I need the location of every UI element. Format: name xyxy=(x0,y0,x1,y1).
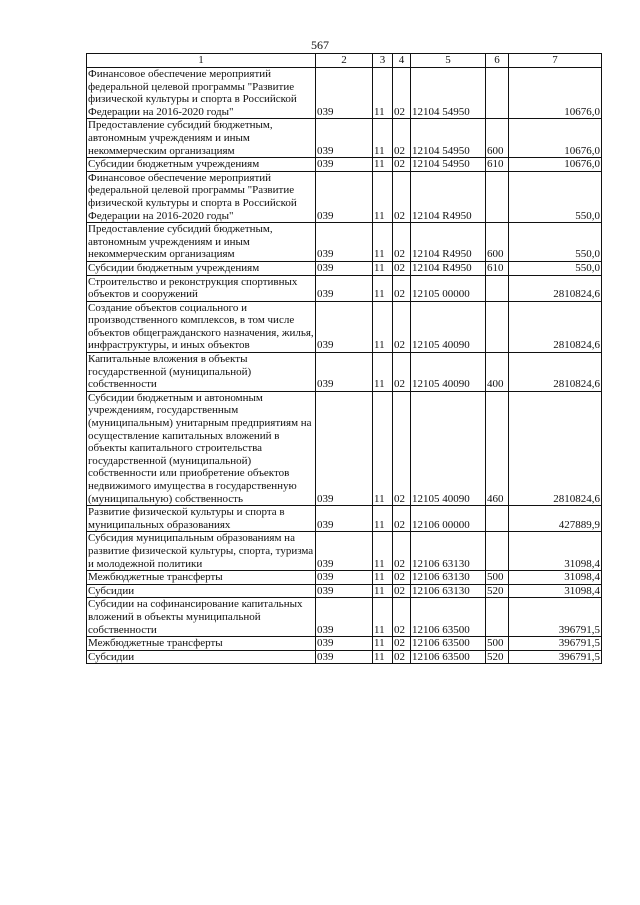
row-name-cell: Капитальные вложения в объекты государственной (муниципальной) собственности xyxy=(87,353,316,392)
table-row xyxy=(87,637,602,651)
column-header: 6 xyxy=(486,54,509,68)
row-subsection-cell: 02 xyxy=(393,68,411,119)
row-subsection-cell: 02 xyxy=(393,571,411,585)
row-expense-type-cell: 610 xyxy=(486,261,509,275)
row-name-cell: Субсидии xyxy=(87,584,316,598)
row-name-cell: Межбюджетные трансферты xyxy=(87,571,316,585)
row-amount-cell: 396791,5 xyxy=(509,650,602,664)
row-expense-type-cell: 520 xyxy=(486,650,509,664)
row-amount-cell: 396791,5 xyxy=(509,637,602,651)
row-expense-type-cell xyxy=(486,275,509,301)
row-subsection-cell: 02 xyxy=(393,275,411,301)
table-row xyxy=(87,301,602,352)
row-grbs-cell: 039 xyxy=(316,571,373,585)
row-target-article-cell: 12106 63500 xyxy=(411,598,486,637)
row-subsection-cell: 02 xyxy=(393,584,411,598)
row-amount-cell: 10676,0 xyxy=(509,68,602,119)
row-name-cell: Финансовое обеспечение мероприятий федеральной целевой программы "Развитие физической культуры и спорта в Российской Федерации на 2016-2020 годы" xyxy=(87,171,316,222)
row-section-cell: 11 xyxy=(373,275,393,301)
row-section-cell: 11 xyxy=(373,598,393,637)
row-amount-cell: 31098,4 xyxy=(509,571,602,585)
row-subsection-cell: 02 xyxy=(393,506,411,532)
row-subsection-cell: 02 xyxy=(393,650,411,664)
row-subsection-cell: 02 xyxy=(393,171,411,222)
row-name-cell: Финансовое обеспечение мероприятий федеральной целевой программы "Развитие физической культуры и спорта в Российской Федерации на 2016-2020 годы" xyxy=(87,68,316,119)
row-subsection-cell: 02 xyxy=(393,391,411,505)
row-grbs-cell: 039 xyxy=(316,353,373,392)
row-expense-type-cell: 400 xyxy=(486,353,509,392)
column-header: 4 xyxy=(393,54,411,68)
row-name-cell: Создание объектов социального и производственного комплексов, в том числе объектов общегражданского назначения, жилья, инфраструктуры, и иных объектов xyxy=(88,301,314,352)
row-amount-cell: 550,0 xyxy=(509,171,602,222)
row-name-cell: Предоставление субсидий бюджетным, автономным учреждениям и иным некоммерческим организациям xyxy=(87,119,316,158)
row-subsection-cell: 02 xyxy=(393,637,411,651)
table-row xyxy=(87,571,602,585)
row-expense-type-cell xyxy=(486,598,509,637)
row-amount-cell: 2810824,6 xyxy=(509,301,602,352)
row-section-cell: 11 xyxy=(373,584,393,598)
row-target-article-cell: 12106 63500 xyxy=(411,637,486,651)
row-target-article-cell: 12104 R4950 xyxy=(411,223,486,262)
column-header: 3 xyxy=(373,54,393,68)
row-name-cell: Строительство и реконструкция спортивных объектов и сооружений xyxy=(87,275,316,301)
row-grbs-cell: 039 xyxy=(316,158,373,172)
row-target-article-cell: 12105 40090 xyxy=(411,391,486,505)
row-subsection-cell: 02 xyxy=(393,261,411,275)
table-row xyxy=(87,223,602,262)
table-row xyxy=(87,353,602,392)
row-grbs-cell: 039 xyxy=(316,650,373,664)
row-target-article-cell: 12106 63500 xyxy=(411,650,486,664)
row-amount-cell: 2810824,6 xyxy=(509,391,602,505)
row-section-cell: 11 xyxy=(373,68,393,119)
row-subsection-cell: 02 xyxy=(393,223,411,262)
row-section-cell: 11 xyxy=(373,532,393,571)
row-name-cell: Развитие физической культуры и спорта в муниципальных образованиях xyxy=(87,506,316,532)
row-grbs-cell: 039 xyxy=(316,223,373,262)
row-amount-cell: 10676,0 xyxy=(509,158,602,172)
table-row xyxy=(87,598,602,637)
table-row xyxy=(87,275,602,301)
row-grbs-cell: 039 xyxy=(316,119,373,158)
table-row xyxy=(87,391,602,505)
budget-table xyxy=(86,53,602,664)
row-target-article-cell: 12105 40090 xyxy=(411,301,486,352)
row-amount-cell: 427889,9 xyxy=(509,506,602,532)
row-section-cell: 11 xyxy=(373,353,393,392)
row-target-article-cell: 12104 54950 xyxy=(411,158,486,172)
table-row xyxy=(87,584,602,598)
row-target-article-cell: 12105 40090 xyxy=(411,353,486,392)
row-expense-type-cell: 500 xyxy=(486,571,509,585)
row-section-cell: 11 xyxy=(373,571,393,585)
row-grbs-cell: 039 xyxy=(316,261,373,275)
row-name-cell: Субсидии бюджетным и автономным учреждениям, государственным (муниципальным) унитарным предприятиям на осуществление капитальных вложений в объекты капитального строительства государственной (муниципальной) собственности или приобретение объектов недвижимого имущества в государственную (муниципальную) собственность xyxy=(87,391,316,505)
row-name-cell: Субсидии бюджетным учреждениям xyxy=(87,158,316,172)
row-name-cell: Субсидия муниципальным образованиям на развитие физической культуры, спорта, туризма и молодежной политики xyxy=(87,532,316,571)
row-section-cell: 11 xyxy=(373,171,393,222)
row-expense-type-cell xyxy=(486,301,509,352)
row-target-article-cell: 12106 63130 xyxy=(411,584,486,598)
row-grbs-cell: 039 xyxy=(316,506,373,532)
row-grbs-cell: 039 xyxy=(316,391,373,505)
column-header: 1 xyxy=(87,54,316,68)
column-header: 2 xyxy=(316,54,373,68)
row-target-article-cell: 12104 R4950 xyxy=(411,171,486,222)
table-row xyxy=(87,119,602,158)
row-expense-type-cell: 610 xyxy=(486,158,509,172)
row-target-article-cell: 12105 00000 xyxy=(411,275,486,301)
row-expense-type-cell: 500 xyxy=(486,637,509,651)
table-body xyxy=(87,68,602,664)
row-section-cell: 11 xyxy=(373,391,393,505)
table-header-row xyxy=(87,54,602,68)
row-amount-cell: 10676,0 xyxy=(509,119,602,158)
row-amount-cell: 550,0 xyxy=(509,261,602,275)
row-expense-type-cell xyxy=(486,68,509,119)
row-section-cell: 11 xyxy=(373,223,393,262)
row-grbs-cell: 039 xyxy=(316,598,373,637)
row-name-cell: Предоставление субсидий бюджетным, автономным учреждениям и иным некоммерческим организациям xyxy=(87,223,316,262)
row-amount-cell: 2810824,6 xyxy=(509,353,602,392)
row-section-cell: 11 xyxy=(373,506,393,532)
row-name-cell: Субсидии xyxy=(87,650,316,664)
table-row xyxy=(87,650,602,664)
row-amount-cell: 31098,4 xyxy=(509,584,602,598)
row-section-cell: 11 xyxy=(373,650,393,664)
row-expense-type-cell xyxy=(486,506,509,532)
row-name-cell: Межбюджетные трансферты xyxy=(87,637,316,651)
row-expense-type-cell: 520 xyxy=(486,584,509,598)
table-row xyxy=(87,68,602,119)
row-target-article-cell: 12106 63130 xyxy=(411,532,486,571)
page-number: 567 xyxy=(311,38,329,52)
table-row xyxy=(87,532,602,571)
row-subsection-cell: 02 xyxy=(393,353,411,392)
row-section-cell: 11 xyxy=(373,261,393,275)
row-grbs-cell: 039 xyxy=(316,301,373,352)
row-name-cell: Субсидии бюджетным учреждениям xyxy=(87,261,316,275)
row-expense-type-cell xyxy=(486,171,509,222)
row-amount-cell: 550,0 xyxy=(509,223,602,262)
column-header: 5 xyxy=(411,54,486,68)
table-row xyxy=(87,158,602,172)
row-grbs-cell: 039 xyxy=(316,584,373,598)
row-subsection-cell: 02 xyxy=(393,158,411,172)
row-expense-type-cell: 460 xyxy=(486,391,509,505)
row-section-cell: 11 xyxy=(373,119,393,158)
row-subsection-cell: 02 xyxy=(393,532,411,571)
row-amount-cell: 31098,4 xyxy=(509,532,602,571)
row-expense-type-cell xyxy=(486,532,509,571)
row-subsection-cell: 02 xyxy=(393,301,411,352)
row-section-cell: 11 xyxy=(373,637,393,651)
row-grbs-cell: 039 xyxy=(316,68,373,119)
row-target-article-cell: 12106 63130 xyxy=(411,571,486,585)
row-target-article-cell: 12104 54950 xyxy=(411,119,486,158)
row-expense-type-cell: 600 xyxy=(486,119,509,158)
row-section-cell: 11 xyxy=(373,158,393,172)
row-target-article-cell: 12104 R4950 xyxy=(411,261,486,275)
table-row xyxy=(87,506,602,532)
row-expense-type-cell: 600 xyxy=(486,223,509,262)
row-section-cell: 11 xyxy=(373,301,393,352)
column-header: 7 xyxy=(509,54,602,68)
row-amount-cell: 396791,5 xyxy=(509,598,602,637)
row-subsection-cell: 02 xyxy=(393,119,411,158)
row-target-article-cell: 12106 00000 xyxy=(411,506,486,532)
table-row xyxy=(87,171,602,222)
table-row xyxy=(87,261,602,275)
row-amount-cell: 2810824,6 xyxy=(509,275,602,301)
row-grbs-cell: 039 xyxy=(316,532,373,571)
row-grbs-cell: 039 xyxy=(316,171,373,222)
row-target-article-cell: 12104 54950 xyxy=(411,68,486,119)
row-grbs-cell: 039 xyxy=(316,637,373,651)
row-name-cell: Субсидии на софинансирование капитальных вложений в объекты муниципальной собственности xyxy=(87,598,316,637)
row-grbs-cell: 039 xyxy=(316,275,373,301)
row-subsection-cell: 02 xyxy=(393,598,411,637)
